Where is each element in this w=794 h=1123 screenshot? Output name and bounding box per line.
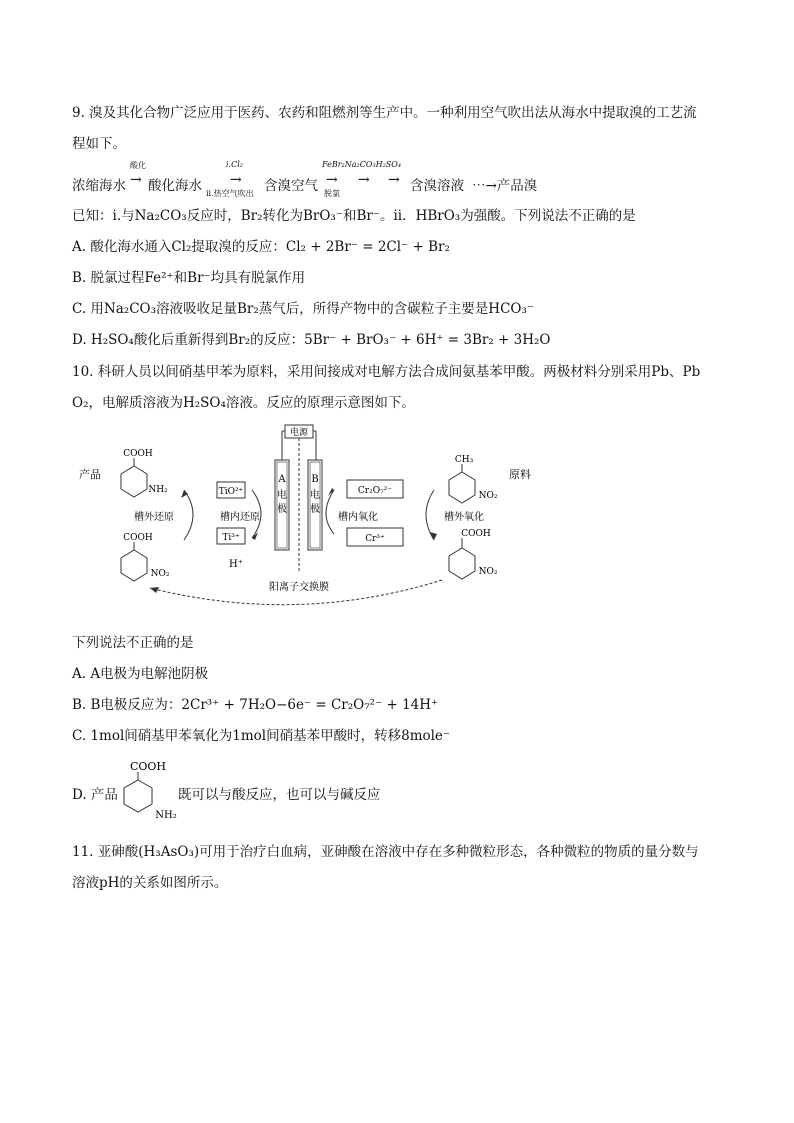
q10-stem-line2: O₂，电解质溶液为H₂SO₄溶液。反应的原理示意图如下。	[72, 395, 415, 411]
q10-stem-line1: 10. 科研人员以间硝基甲苯为原料，采用间接成对电解方法合成间氨基苯甲酸。两极材料分别采用Pb、Pb	[72, 364, 701, 380]
flow-node-acidified-seawater: 酸化海水	[148, 178, 202, 194]
option-d-ring	[124, 780, 152, 812]
q10-electrolysis-diagram	[72, 420, 632, 610]
q10-option-d-molecule	[114, 760, 177, 822]
product-label: 产品	[79, 468, 101, 481]
flow-node-concentrated-seawater: 浓缩海水	[72, 178, 126, 194]
flow-arrow-4: →	[358, 172, 370, 188]
ti3-label: Ti³⁺	[222, 533, 240, 543]
product-nh2: NH₂	[148, 485, 168, 495]
q9-process-flow	[72, 160, 722, 200]
right-intermediate-no2: NO₂	[478, 567, 498, 577]
q11-stem-line2: 溶液pH的关系如图所示。	[72, 875, 228, 891]
cr2o7-label: Cr₂O₇²⁻	[357, 486, 393, 496]
q10-option-b: B. B电极反应为：2Cr³⁺ + 7H₂O−6e⁻ = Cr₂O₇²⁻ + 14H⁺	[72, 697, 439, 713]
q9-option-c: C. 用Na₂CO₃溶液吸收足量Br₂蒸气后，所得产物中的含碳粒子主要是HCO₃⁻	[72, 301, 535, 317]
svg-text:极: 极	[310, 504, 320, 515]
electrode-a-label: A	[278, 474, 286, 485]
tio-label: TiO²⁺	[218, 487, 244, 497]
option-d-cooh: COOH	[129, 760, 167, 773]
flow-arrow-3: →	[326, 172, 338, 188]
in-oxidation-label: 槽内氧化	[338, 512, 378, 523]
q9-stem-line2: 程如下。	[72, 136, 126, 152]
flow-node-bromine-solution: 含溴溶液	[410, 178, 464, 194]
q10-option-d-suffix: 既可以与酸反应，也可以与碱反应	[178, 787, 381, 803]
q10-option-a: A. A电极为电解池阴极	[72, 666, 209, 682]
out-reduction-label: 槽外还原	[134, 512, 174, 523]
product-ring	[121, 466, 147, 497]
left-intermediate-cooh: COOH	[123, 533, 153, 543]
flow-label-reagents: FeBr₂Na₂CO₃H₂SO₄	[322, 160, 402, 169]
out-reduction-arrow	[184, 490, 193, 540]
flow-arrow-2: →	[230, 172, 242, 188]
flow-arrow-5: →	[388, 172, 400, 188]
power-source-label: 电源	[289, 428, 309, 438]
q11-stem-line1: 11. 亚砷酸(H₃AsO₃)可用于治疗白血病，亚砷酸在溶液中存在多种微粒形态，各种微粒的物质的量分数与	[72, 844, 699, 860]
svg-text:电: 电	[310, 490, 320, 501]
flow-label-dechlorinate: 脱氯	[324, 189, 340, 198]
raw-no2: NO₂	[478, 491, 498, 501]
electrode-b-label: B	[311, 474, 319, 485]
out-oxidation-arrow	[426, 490, 434, 540]
in-oxidation-arrow	[326, 490, 334, 534]
raw-ch3: CH₃	[454, 455, 474, 465]
option-d-nh2: NH₂	[155, 810, 177, 821]
flow-label-cl2: i.Cl₂	[226, 160, 243, 169]
left-intermediate-ring	[121, 550, 147, 581]
right-intermediate-cooh: COOH	[461, 529, 491, 539]
q9-stem-line1: 9. 溴及其化合物广泛应用于医药、农药和阻燃剂等生产中。一种利用空气吹出法从海水中提取溴的工艺流	[72, 105, 697, 121]
flow-node-bromine-air: 含溴空气	[264, 178, 318, 194]
flow-arrow-1: →	[130, 172, 142, 188]
cr3-label: Cr³⁺	[365, 534, 385, 544]
flow-label-hot-air: ii.热空气吹出	[206, 189, 254, 198]
raw-ring	[449, 472, 475, 503]
svg-text:电: 电	[277, 490, 287, 501]
left-intermediate-no2: NO₂	[150, 569, 170, 579]
q10-option-c: C. 1mol间硝基甲苯氧化为1mol间硝基苯甲酸时，转移8mole⁻	[72, 728, 451, 744]
raw-label: 原料	[509, 468, 531, 481]
q9-option-b: B. 脱氯过程Fe²⁺和Br⁻均具有脱氯作用	[72, 270, 306, 286]
out-oxidation-label: 槽外氧化	[444, 512, 484, 523]
q9-option-a: A. 酸化海水通入Cl₂提取溴的反应：Cl₂ + 2Br⁻ = 2Cl⁻ + Br₂	[72, 239, 450, 255]
hplus-label: H⁺	[229, 559, 243, 570]
svg-text:极: 极	[277, 504, 287, 515]
q9-option-d: D. H₂SO₄酸化后重新得到Br₂的反应：5Br⁻ + BrO₃⁻ + 6H⁺ = 3Br₂ + 3H₂O	[72, 332, 551, 348]
in-reduction-label: 槽内还原	[220, 512, 260, 523]
membrane-label: 阳离子交换膜	[269, 582, 329, 593]
product-cooh: COOH	[123, 449, 153, 459]
right-intermediate-ring	[449, 548, 475, 579]
flow-label-acidify: 酸化	[130, 161, 146, 170]
q10-prompt: 下列说法不正确的是	[72, 635, 194, 651]
q9-known: 已知：i.与Na₂CO₃反应时，Br₂转化为BrO₃⁻和Br⁻。ii．HBrO₃为强酸。下列说法不正确的是	[72, 208, 636, 224]
flow-node-product-bromine: ⋯→产品溴	[472, 178, 538, 194]
q10-option-d-prefix: D. 产品	[72, 787, 118, 803]
